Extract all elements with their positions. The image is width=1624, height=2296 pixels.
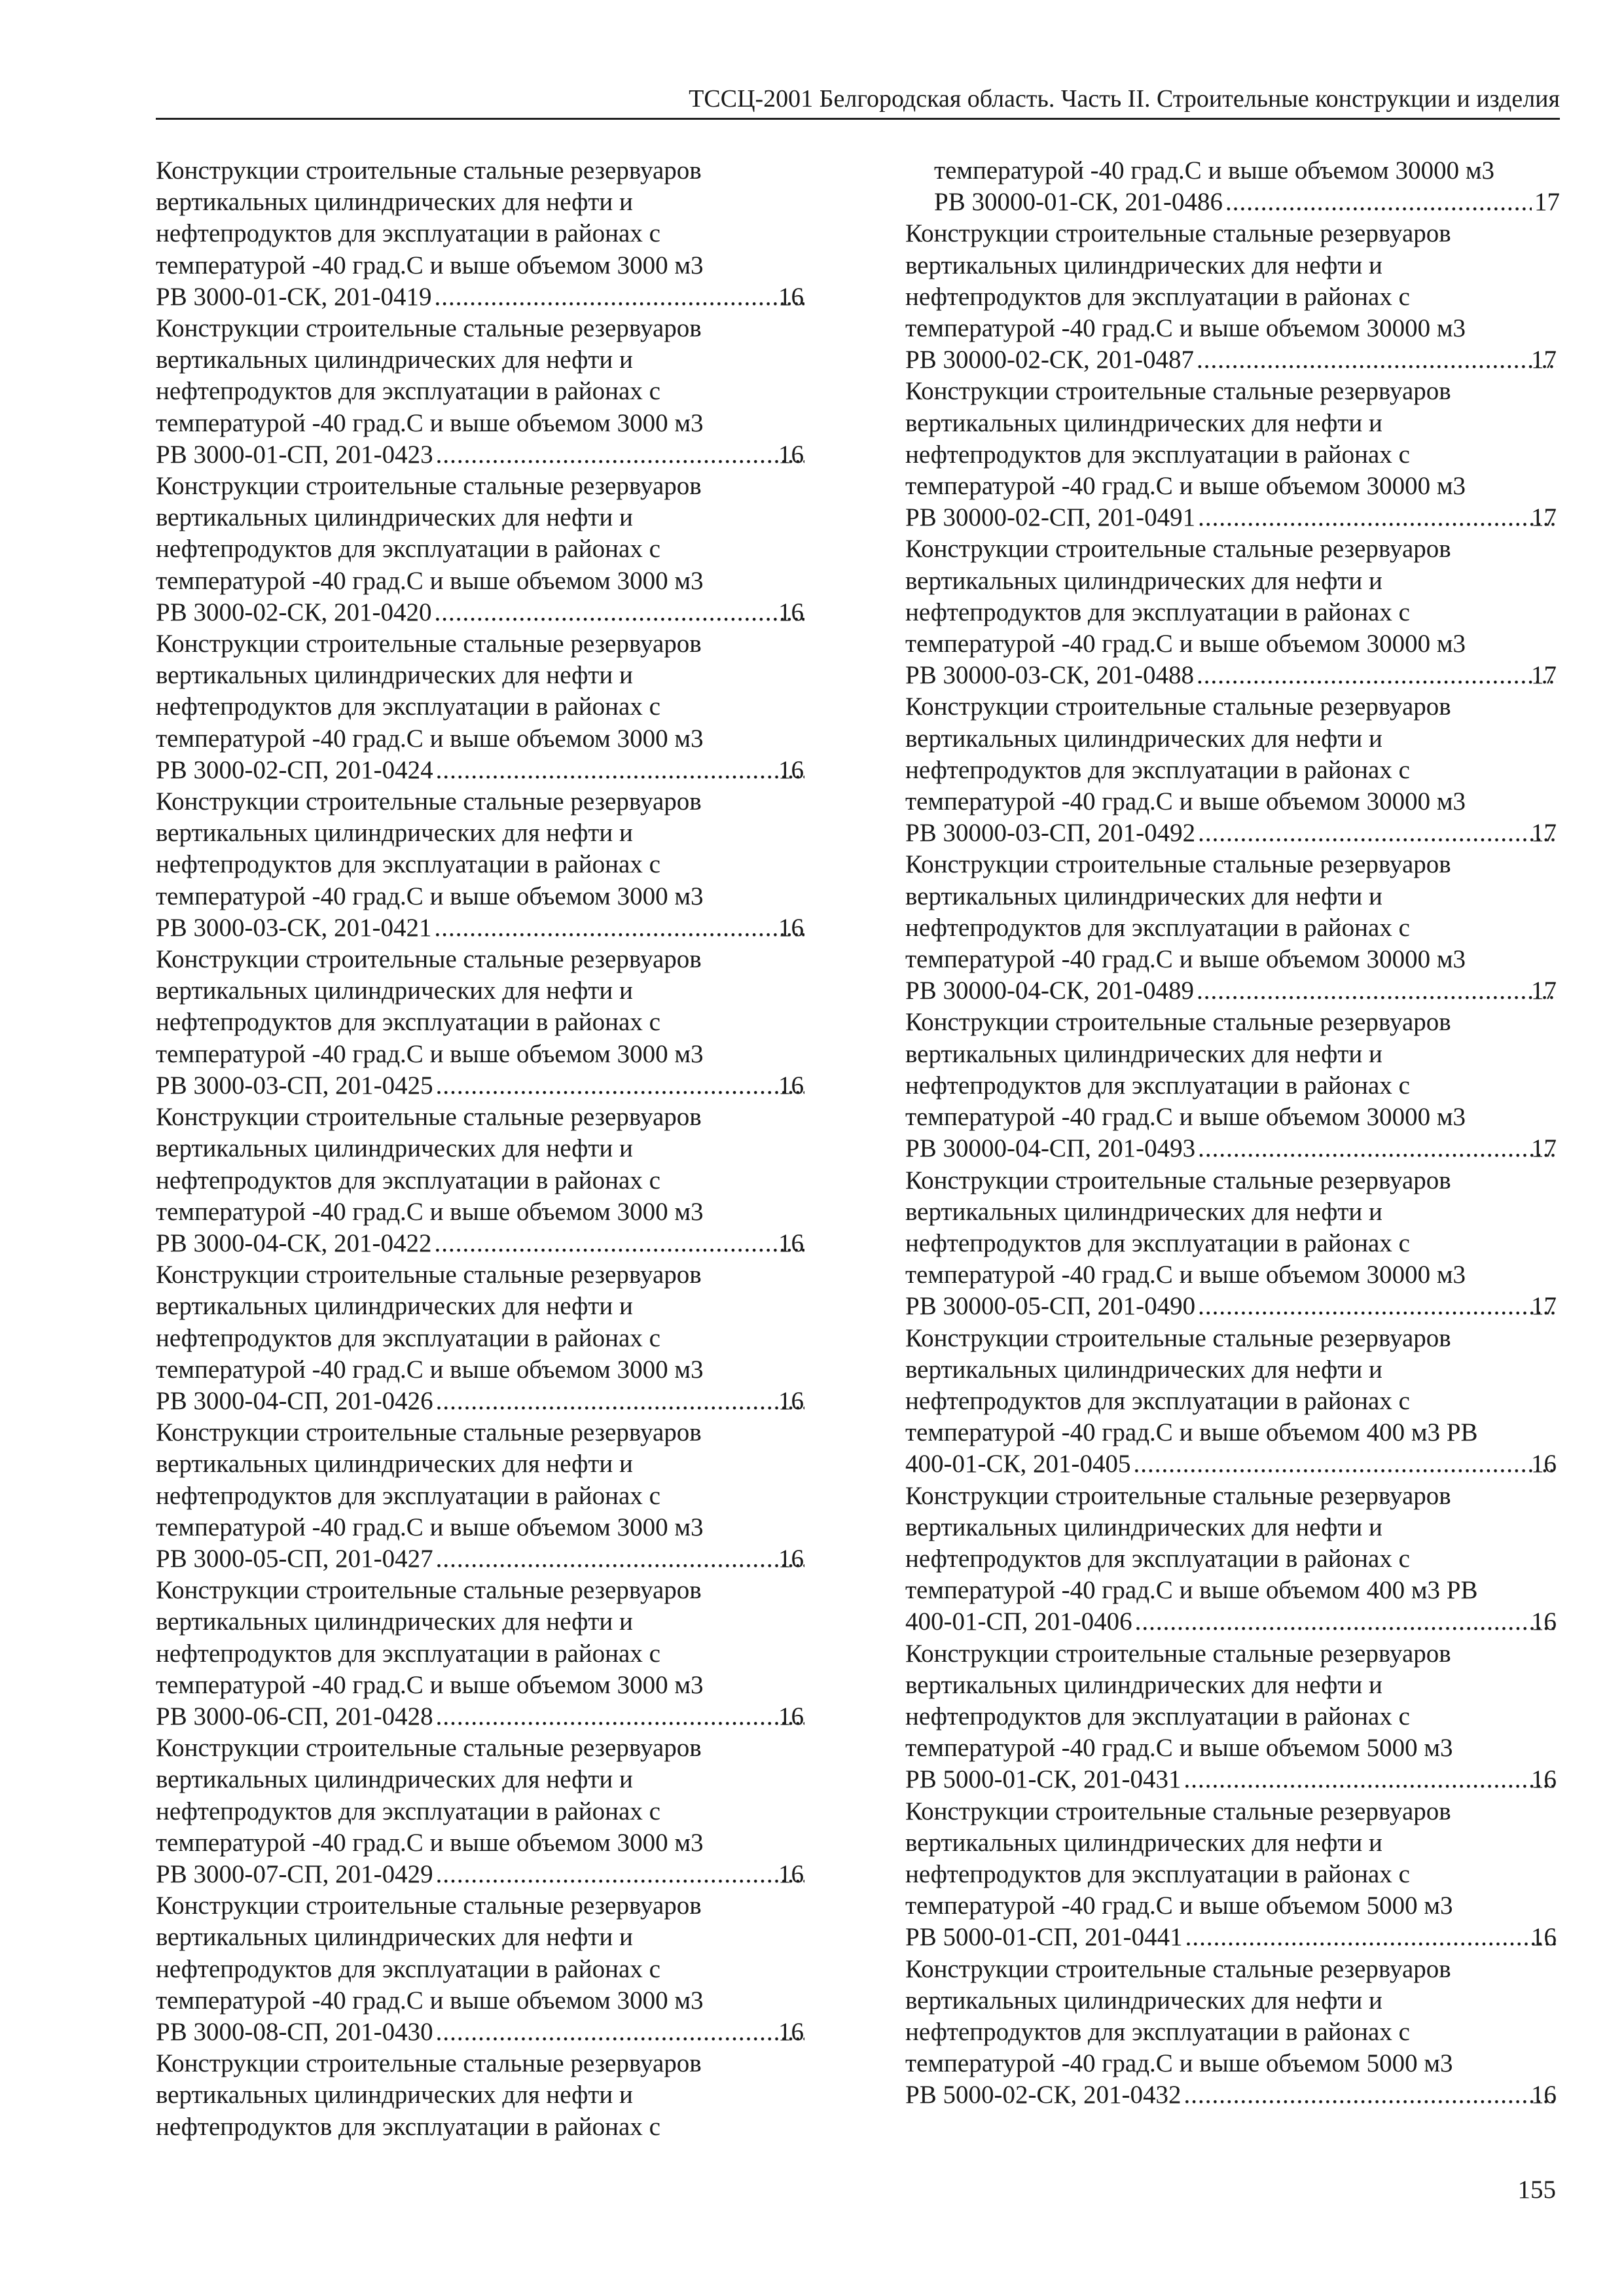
entry-reference-line — [934, 187, 1560, 218]
entry-line: вертикальных цилиндрических для нефти и — [905, 251, 1382, 279]
entry-line: температурой -40 град.С и выше объемом 30000 м3 — [905, 472, 1466, 501]
index-column-left — [156, 155, 807, 2143]
entry-line: температурой -40 град.С и выше объемом 3000 м3 — [156, 1355, 704, 1384]
entry-line: температурой -40 град.С и выше объемом 400 м3 РВ — [905, 1418, 1478, 1447]
entry-reference: РВ 3000-01-СП, 201-0423 — [156, 440, 433, 469]
entry-line: нефтепродуктов для эксплуатации в районах с — [905, 1386, 1410, 1415]
dot-leader — [436, 755, 804, 786]
entry-reference: РВ 30000-03-СК, 201-0488 — [905, 661, 1194, 690]
entry-reference: РВ 3000-04-СП, 201-0426 — [156, 1386, 433, 1415]
entry-line: вертикальных цилиндрических для нефти и — [156, 977, 633, 1005]
index-entry — [905, 1638, 1560, 1796]
dot-leader — [436, 1070, 804, 1102]
entry-reference: 400-01-СК, 201-0405 — [905, 1450, 1131, 1479]
entry-page-number: 17 — [1534, 188, 1560, 217]
entry-line: температурой -40 град.С и выше объемом 3000 м3 — [156, 1986, 704, 2015]
entry-line: нефтепродуктов для эксплуатации в районах с — [156, 1954, 660, 1983]
entry-reference-line: РВ 3000-02-СК, 201-0420 ..... 16 — [185, 597, 807, 628]
entry-line: температурой -40 град.С и выше объемом 3000 м3 — [156, 566, 704, 595]
entry-line: Конструкции строительные стальные резервуаров — [156, 1261, 702, 1289]
entry-line: температурой -40 град.С и выше объемом 5000 м3 — [905, 1892, 1453, 1920]
entry-line: температурой -40 град.С и выше объемом 3000 м3 — [156, 1670, 704, 1699]
entry-line: Конструкции строительные стальные резервуаров — [905, 1954, 1451, 1983]
page-number: 155 — [1517, 2176, 1556, 2204]
dot-leader — [1198, 1291, 1557, 1322]
entry-line: Конструкции строительные стальные резервуаров — [905, 219, 1451, 248]
index-entry — [905, 691, 1560, 849]
entry-reference: РВ 3000-05-СП, 201-0427 — [156, 1544, 433, 1573]
entry-line: нефтепродуктов для эксплуатации в районах с — [156, 535, 660, 564]
entry-line: нефтепродуктов для эксплуатации в районах с — [156, 1639, 660, 1668]
entry-reference: РВ 30000-02-СП, 201-0491 — [905, 503, 1196, 532]
dot-leader — [434, 912, 804, 944]
entry-line: Конструкции строительные стальные резервуаров — [905, 1481, 1451, 1510]
entry-line: температурой -40 град.С и выше объемом 30000 м3 — [905, 1261, 1466, 1289]
entry-line: Конструкции строительные стальные резервуаров — [905, 1323, 1451, 1352]
index-entry — [156, 471, 807, 628]
index-entry — [156, 1890, 807, 2048]
index-entry — [905, 218, 1560, 376]
entry-line: нефтепродуктов для эксплуатации в районах с — [156, 850, 660, 879]
index-entry — [905, 1323, 1560, 1480]
index-entry-continuation — [905, 155, 1560, 218]
index-entry — [156, 1102, 807, 1259]
index-entry — [905, 1007, 1560, 1164]
entry-line: Конструкции строительные стальные резервуаров — [156, 1103, 702, 1132]
dot-leader — [1134, 1448, 1558, 1480]
entry-reference-line: РВ 3000-01-СП, 201-0423 ..... 16 — [185, 439, 807, 471]
dot-leader — [1198, 502, 1557, 533]
entry-reference: РВ 30000-04-СП, 201-0493 — [905, 1134, 1196, 1163]
index-entry — [905, 533, 1560, 691]
entry-line: нефтепродуктов для эксплуатации в районах с — [156, 1797, 660, 1825]
entry-line: вертикальных цилиндрических для нефти и — [905, 1039, 1382, 1068]
dot-leader — [436, 1386, 804, 1417]
entry-line: нефтепродуктов для эксплуатации в районах с — [156, 377, 660, 406]
entry-line: Конструкции строительные стальные резервуаров — [156, 1734, 702, 1763]
entry-reference-line: РВ 3000-03-СК, 201-0421 ..... 16 — [185, 912, 807, 944]
entry-line: вертикальных цилиндрических для нефти и — [156, 1923, 633, 1952]
entry-line: нефтепродуктов для эксплуатации в районах с — [156, 219, 660, 248]
entry-line: нефтепродуктов для эксплуатации в районах с — [156, 1323, 660, 1352]
index-entry — [905, 1954, 1560, 2111]
entry-reference-line: РВ 3000-04-СП, 201-0426 ..... 16 — [185, 1386, 807, 1417]
entry-line: Конструкции строительные стальные резервуаров — [905, 1008, 1451, 1037]
entry-line: температурой -40 град.С и выше объемом 400 м3 РВ — [905, 1576, 1478, 1605]
entry-line: вертикальных цилиндрических для нефти и — [905, 1670, 1382, 1699]
entry-line: вертикальных цилиндрических для нефти и — [156, 1292, 633, 1321]
entry-line: нефтепродуктов для эксплуатации в районах с — [905, 1071, 1410, 1100]
entry-reference-line: РВ 3000-03-СП, 201-0425 ..... 16 — [185, 1070, 807, 1102]
entry-line: Конструкции строительные стальные резервуаров — [156, 1418, 702, 1447]
entry-line: вертикальных цилиндрических для нефти и — [905, 566, 1382, 595]
entry-line: температурой -40 град.С и выше объемом 5000 м3 — [905, 2049, 1453, 2078]
entry-line: вертикальных цилиндрических для нефти и — [905, 882, 1382, 910]
running-header — [156, 84, 1560, 120]
dot-leader — [436, 1543, 804, 1575]
entry-reference: РВ 5000-02-СК, 201-0432 — [905, 2081, 1182, 2109]
entry-line: вертикальных цилиндрических для нефти и — [905, 1513, 1382, 1541]
entry-line: температурой -40 град.С и выше объемом 3000 м3 — [156, 724, 704, 753]
entry-reference-line: РВ 3000-02-СП, 201-0424 ..... 16 — [185, 755, 807, 786]
index-entry — [156, 155, 807, 313]
dot-leader — [436, 2017, 804, 2048]
entry-line: Конструкции строительные стальные резервуаров — [156, 2049, 702, 2078]
entry-line: вертикальных цилиндрических для нефти и — [156, 1607, 633, 1636]
entry-line: нефтепродуктов для эксплуатации в районах с — [905, 440, 1410, 469]
entry-reference: РВ 5000-01-СП, 201-0441 — [905, 1923, 1183, 1952]
entry-line: вертикальных цилиндрических для нефти и — [905, 1197, 1382, 1226]
entry-line: нефтепродуктов для эксплуатации в районах с — [156, 2112, 660, 2141]
entry-reference-line: РВ 30000-04-СК, 201-0489 ..... 17 — [934, 975, 1560, 1007]
entry-line: температурой -40 град.С и выше объемом 30000 м3 — [905, 787, 1466, 816]
entry-line: вертикальных цилиндрических для нефти и — [905, 724, 1382, 753]
entry-line: вертикальных цилиндрических для нефти и — [905, 1828, 1382, 1857]
entry-reference-line: РВ 5000-02-СК, 201-0432 ..... 16 — [934, 2079, 1560, 2111]
entry-reference-line: РВ 5000-01-СК, 201-0431 ..... 16 — [934, 1764, 1560, 1795]
entry-line: температурой -40 град.С и выше объемом 3000 м3 — [156, 251, 704, 279]
entry-line: вертикальных цилиндрических для нефти и — [156, 1765, 633, 1794]
entry-reference: РВ 3000-03-СП, 201-0425 — [156, 1071, 433, 1100]
entry-line: температурой -40 град.С и выше объемом 3000 м3 — [156, 1039, 704, 1068]
entry-reference: 400-01-СП, 201-0406 — [905, 1607, 1132, 1636]
index-entry — [156, 313, 807, 471]
entry-line: нефтепродуктов для эксплуатации в районах с — [905, 755, 1410, 784]
entry-line: температурой -40 град.С и выше объемом 3000 м3 — [156, 408, 704, 437]
entry-line: Конструкции строительные стальные резервуаров — [156, 156, 702, 185]
entry-line: температурой -40 град.С и выше объемом 5000 м3 — [905, 1734, 1453, 1763]
entry-reference: РВ 5000-01-СК, 201-0431 — [905, 1765, 1182, 1794]
dot-leader — [1198, 817, 1557, 849]
entry-line: нефтепродуктов для эксплуатации в районах с — [156, 1481, 660, 1510]
entry-line: Конструкции строительные стальные резервуаров — [156, 472, 702, 501]
entry-reference-line: 400-01-СК, 201-0405 ..... 16 — [934, 1448, 1560, 1480]
entry-line: нефтепродуктов для эксплуатации в районах с — [156, 1166, 660, 1194]
entry-reference-line: РВ 30000-03-СП, 201-0492 ..... 17 — [934, 817, 1560, 849]
entry-line: температурой -40 град.С и выше объемом 30000 м3 — [905, 314, 1466, 343]
entry-line: Конструкции строительные стальные резервуаров — [905, 535, 1451, 564]
entry-line: температурой -40 град.С и выше объемом 30000 м3 — [905, 1103, 1466, 1132]
dot-leader — [1197, 344, 1557, 376]
entry-reference-line: РВ 3000-08-СП, 201-0430 ..... 16 — [185, 2017, 807, 2048]
entry-reference-line: РВ 3000-04-СК, 201-0422 ..... 16 — [185, 1228, 807, 1259]
entry-line: вертикальных цилиндрических для нефти и — [156, 819, 633, 848]
entry-reference: РВ 3000-02-СК, 201-0420 — [156, 598, 432, 626]
entry-line: нефтепродуктов для эксплуатации в районах с — [905, 282, 1410, 311]
dot-leader — [1183, 2079, 1557, 2111]
dot-leader — [434, 597, 804, 628]
index-entry-continued — [156, 2048, 807, 2143]
entry-line: нефтепродуктов для эксплуатации в районах с — [905, 1859, 1410, 1888]
entry-reference: РВ 30000-02-СК, 201-0487 — [905, 346, 1194, 374]
index-entry — [156, 1259, 807, 1417]
index-entry — [156, 786, 807, 944]
entry-line: Конструкции строительные стальные резервуаров — [156, 1892, 702, 1920]
entry-reference: РВ 3000-07-СП, 201-0429 — [156, 1859, 433, 1888]
entry-line: температурой -40 град.С и выше объемом 3000 м3 — [156, 1513, 704, 1541]
entry-reference: РВ 30000-04-СК, 201-0489 — [905, 977, 1194, 1005]
dot-leader — [1185, 1922, 1557, 1953]
entry-line: вертикальных цилиндрических для нефти и — [156, 1450, 633, 1479]
entry-line: нефтепродуктов для эксплуатации в районах с — [156, 1008, 660, 1037]
dot-leader — [1198, 1133, 1557, 1164]
dot-leader — [1135, 1606, 1557, 1638]
entry-line: Конструкции строительные стальные резервуаров — [156, 630, 702, 658]
entry-line: нефтепродуктов для эксплуатации в районах с — [905, 1702, 1410, 1731]
entry-line: вертикальных цилиндрических для нефти и — [905, 1355, 1382, 1384]
dot-leader — [1225, 187, 1532, 218]
entry-line: вертикальных цилиндрических для нефти и — [905, 1986, 1382, 2015]
dot-leader — [1197, 660, 1557, 691]
entry-line: Конструкции строительные стальные резервуаров — [905, 1166, 1451, 1194]
entry-line: температурой -40 град.С и выше объемом 3000 м3 — [156, 1197, 704, 1226]
header-title: ТССЦ-2001 Белгородская область. Часть II. Строительные конструкции и изделия — [689, 85, 1560, 113]
entry-reference-line: РВ 3000-05-СП, 201-0427 ..... 16 — [185, 1543, 807, 1575]
entry-reference-line: РВ 3000-01-СК, 201-0419 ..... 16 — [185, 281, 807, 313]
dot-leader — [434, 281, 804, 313]
entry-reference: РВ 30000-01-СК, 201-0486 — [934, 188, 1223, 217]
entry-reference-line: РВ 5000-01-СП, 201-0441 ..... 16 — [934, 1922, 1560, 1953]
entry-line: вертикальных цилиндрических для нефти и — [156, 1134, 633, 1163]
entry-line: нефтепродуктов для эксплуатации в районах с — [905, 2017, 1410, 2046]
entry-line: Конструкции строительные стальные резервуаров — [156, 945, 702, 974]
index-entry — [156, 1575, 807, 1732]
entry-line: Конструкции строительные стальные резервуаров — [905, 1797, 1451, 1825]
entry-line: вертикальных цилиндрических для нефти и — [156, 503, 633, 532]
entry-line: Конструкции строительные стальные резервуаров — [905, 850, 1451, 879]
entry-line: вертикальных цилиндрических для нефти и — [156, 188, 633, 217]
entry-reference: РВ 3000-04-СК, 201-0422 — [156, 1229, 432, 1257]
entry-line: Конструкции строительные стальные резервуаров — [905, 1639, 1451, 1668]
index-entry — [156, 1417, 807, 1575]
index-entry — [905, 1165, 1560, 1323]
index-entry — [905, 1796, 1560, 1954]
entry-line: Конструкции строительные стальные резервуаров — [156, 787, 702, 816]
entry-reference: РВ 3000-01-СК, 201-0419 — [156, 282, 432, 311]
dot-leader — [436, 1701, 804, 1732]
entry-line: вертикальных цилиндрических для нефти и — [156, 661, 633, 690]
entry-line: температурой -40 град.С и выше объемом 30000 м3 — [934, 156, 1495, 185]
index-entry — [156, 1732, 807, 1890]
entry-line: Конструкции строительные стальные резервуаров — [156, 1576, 702, 1605]
entry-reference-line: РВ 3000-06-СП, 201-0428 ..... 16 — [185, 1701, 807, 1732]
entry-reference: РВ 3000-03-СК, 201-0421 — [156, 913, 432, 942]
entry-line: нефтепродуктов для эксплуатации в районах с — [905, 1544, 1410, 1573]
index-entry — [905, 376, 1560, 533]
dot-leader — [434, 1228, 804, 1259]
entry-reference: РВ 3000-02-СП, 201-0424 — [156, 755, 433, 784]
entry-reference: РВ 3000-06-СП, 201-0428 — [156, 1702, 433, 1731]
entry-line: нефтепродуктов для эксплуатации в районах с — [156, 692, 660, 721]
entry-reference-line: РВ 3000-07-СП, 201-0429 ..... 16 — [185, 1859, 807, 1890]
entry-reference-line: РВ 30000-02-СП, 201-0491 ..... 17 — [934, 502, 1560, 533]
dot-leader — [1183, 1764, 1557, 1795]
dot-leader — [436, 439, 804, 471]
dot-leader — [436, 1859, 804, 1890]
entry-reference-line: РВ 30000-05-СП, 201-0490 ..... 17 — [934, 1291, 1560, 1322]
entry-reference-line: РВ 30000-03-СК, 201-0488 ..... 17 — [934, 660, 1560, 691]
entry-line: температурой -40 град.С и выше объемом 3000 м3 — [156, 1828, 704, 1857]
entry-line: температурой -40 град.С и выше объемом 30000 м3 — [905, 630, 1466, 658]
entry-reference-line: РВ 30000-02-СК, 201-0487 ..... 17 — [934, 344, 1560, 376]
entry-line: Конструкции строительные стальные резервуаров — [905, 377, 1451, 406]
entry-reference-line: 400-01-СП, 201-0406 ..... 16 — [934, 1606, 1560, 1638]
entry-reference: РВ 3000-08-СП, 201-0430 — [156, 2017, 433, 2046]
entry-line: Конструкции строительные стальные резервуаров — [905, 692, 1451, 721]
entry-line: Конструкции строительные стальные резервуаров — [156, 314, 702, 343]
entry-reference: РВ 30000-05-СП, 201-0490 — [905, 1292, 1196, 1321]
entry-line: нефтепродуктов для эксплуатации в районах с — [905, 598, 1410, 626]
entry-reference-line: РВ 30000-04-СП, 201-0493 ..... 17 — [934, 1133, 1560, 1164]
entry-line: нефтепродуктов для эксплуатации в районах с — [905, 913, 1410, 942]
entry-line: температурой -40 град.С и выше объемом 3000 м3 — [156, 882, 704, 910]
entry-line: вертикальных цилиндрических для нефти и — [156, 346, 633, 374]
entry-line: вертикальных цилиндрических для нефти и — [905, 408, 1382, 437]
entry-line: вертикальных цилиндрических для нефти и — [156, 2081, 633, 2109]
index-entry — [905, 849, 1560, 1007]
dot-leader — [1197, 975, 1557, 1007]
entry-line: нефтепродуктов для эксплуатации в районах с — [905, 1229, 1410, 1257]
index-entry — [156, 628, 807, 786]
entry-reference: РВ 30000-03-СП, 201-0492 — [905, 819, 1196, 848]
index-entry — [905, 1480, 1560, 1638]
index-column-right — [905, 155, 1560, 2111]
entry-line: температурой -40 град.С и выше объемом 30000 м3 — [905, 945, 1466, 974]
index-entry — [156, 944, 807, 1102]
